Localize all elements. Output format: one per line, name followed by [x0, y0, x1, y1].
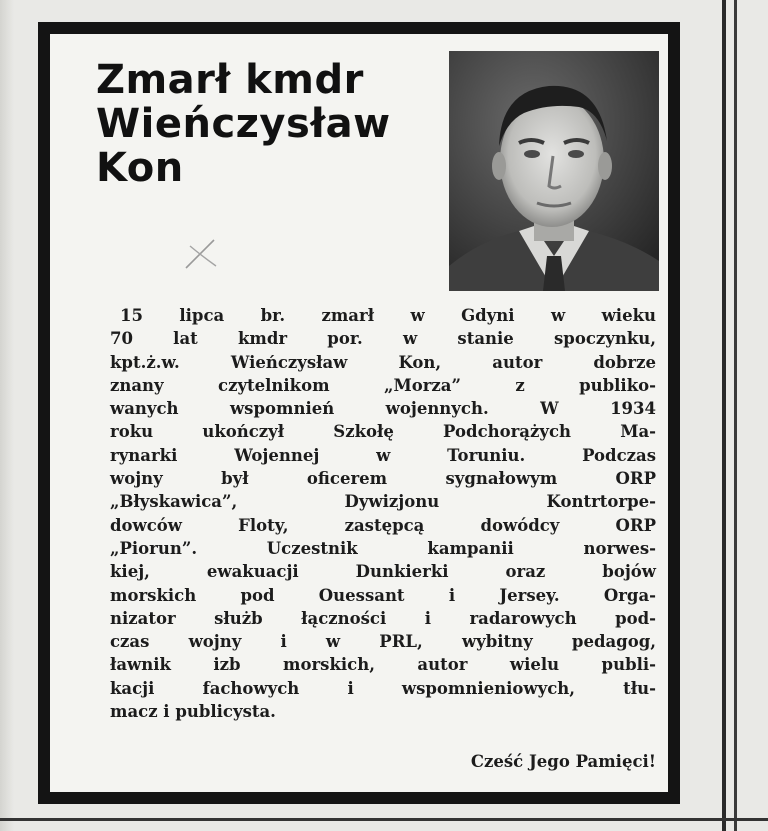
obituary-body: [110, 304, 656, 723]
obituary-signoff: Cześć Jego Pamięci!: [470, 752, 656, 771]
body-line: „Piorun”. Uczestnik kampanii norwes-: [110, 538, 656, 558]
page-left-edge: [0, 0, 14, 831]
headline-line: Zmarł kmdr: [96, 57, 364, 103]
obituary-frame: [38, 22, 680, 804]
body-line: wanych wspomnień wojennych. W 1934: [110, 399, 656, 419]
page-bottom-rule: [0, 818, 768, 821]
obituary-headline: [96, 58, 456, 190]
body-line: dowców Floty, zastępcą dowódcy ORP: [110, 515, 656, 535]
body-line: kiej, ewakuacji Dunkierki oraz bojów: [110, 562, 656, 582]
pencil-cross-mark-icon: [180, 234, 220, 274]
body-line: rynarki Wojennej w Toruniu. Podczas: [110, 445, 656, 465]
body-line: kacji fachowych i wspomnieniowych, tłu-: [110, 678, 656, 698]
page-right-rule: [722, 0, 726, 831]
body-line: 15 lipca br. zmarł w Gdyni w wieku: [120, 306, 656, 325]
body-line: ławnik izb morskich, autor wielu publi-: [110, 655, 656, 675]
body-line: roku ukończył Szkołę Podchorążych Ma-: [110, 422, 656, 442]
body-line: kpt.ż.w. Wieńczysław Kon, autor dobrze: [110, 352, 656, 372]
portrait-icon: [449, 51, 659, 291]
headline-line: Wieńczysław: [96, 101, 391, 147]
body-line: znany czytelnikom „Morza” z publiko-: [110, 375, 656, 395]
body-line: macz i publicysta.: [110, 702, 276, 722]
body-line: morskich pod Ouessant i Jersey. Orga-: [110, 585, 656, 605]
body-line: czas wojny i w PRL, wybitny pedagog,: [110, 632, 656, 652]
body-line: wojny był oficerem sygnałowym ORP: [110, 469, 656, 489]
headline-line: Kon: [96, 145, 184, 191]
body-line: nizator służb łączności i radarowych pod-: [110, 608, 656, 628]
portrait-photo: [449, 51, 659, 291]
body-line: 70 lat kmdr por. w stanie spoczynku,: [110, 329, 656, 349]
page-right-rule-outer: [734, 0, 737, 831]
body-line: „Błyskawica”, Dywizjonu Kontrtorpe-: [110, 492, 656, 512]
